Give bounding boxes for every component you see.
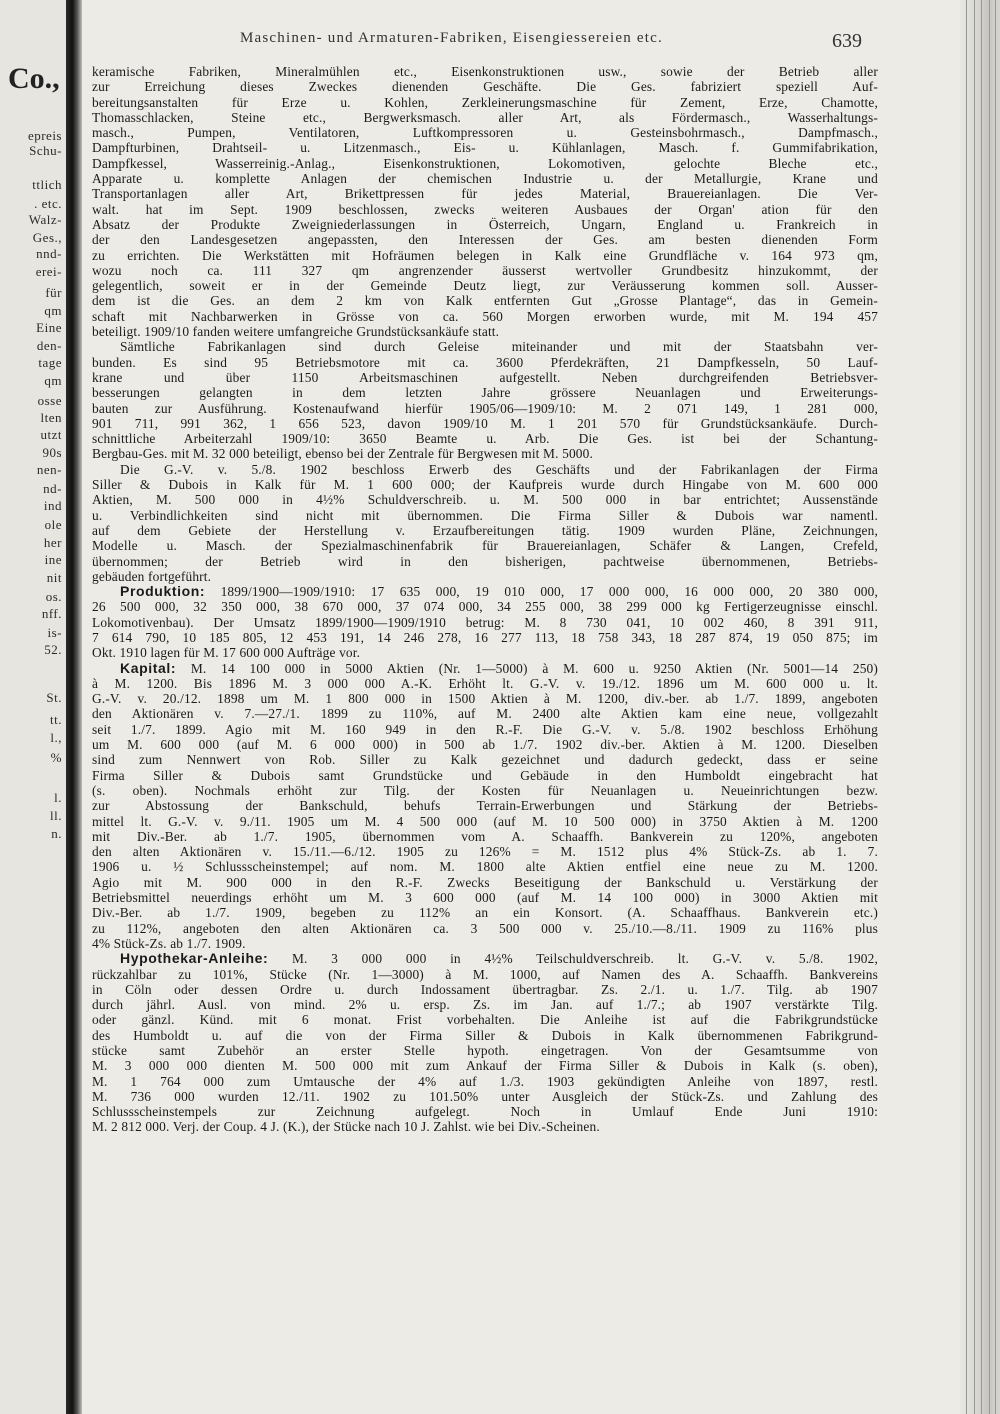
text-line: Siller & Dubois in Kalk für M. 1 600 000; der Kaufpreis wurde durch Hingabe von M. 600 000 (92, 477, 878, 493)
facing-page-fragment: osse (37, 393, 62, 408)
text-line: Aktien, M. 500 000 in 4½% Schuldverschreib. u. M. 500 000 in bar entrichtet; Aussenstände (92, 492, 878, 508)
facing-page-heading: Co., (8, 62, 60, 95)
facing-page-fragment: utzt (40, 427, 62, 442)
facing-page-fragment: % (50, 750, 62, 765)
text-line: gelegentlich, soweit er in der Gemeinde Deutz liegt, zur Veräusserung kommen soll. Ausser- (92, 278, 878, 294)
section-heading: Kapital: (120, 660, 177, 676)
facing-page-fragment: ole (44, 517, 62, 532)
text-line: rückzahlbar zu 101%, Stücke (Nr. 1—3000) à M. 1000, auf Namen des A. Schaaffh. Bankvereins (92, 966, 878, 982)
text-line: wozu noch ca. 111 327 qm angrenzender äusserst wertvoller Grundbesitz hinzukommt, der (92, 262, 878, 278)
facing-page-fragment: 90s (42, 445, 62, 460)
text-line: G.-V. v. 20./12. 1898 um M. 1 800 000 in 1500 Aktien à M. 1200, div.-ber. ab 1./7. 1899, angeboten (92, 691, 878, 707)
text-line: Sämtliche Fabrikanlagen sind durch Geleise miteinander und mit der Staatsbahn ver- (120, 339, 878, 355)
facing-page-fragment: lten (40, 410, 62, 425)
page-edge-stack (960, 0, 1000, 1414)
facing-page-fragment: nit (46, 570, 62, 585)
text-line: M. 2 812 000. Verj. der Coup. 4 J. (K.), der Stücke nach 10 J. Zahlst. wie bei Div.-Scheinen. (92, 1119, 600, 1135)
text-line: Transportanlagen aller Art, Brikettpressen für jedes Material, Brauereianlagen. Die Ver- (92, 186, 878, 202)
text-line: übernommen; der Betrieb wird in den bisherigen, pachtweise übernommenen, Betriebs- (92, 553, 878, 569)
text-line: schaft mit Nachbarwerken in Grösse von ca. 560 Morgen erworben wurde, mit M. 194 457 (92, 308, 878, 324)
text-line: M. 736 000 wurden 12./11. 1902 zu 101.50% unter Ausgleich der Stück-Zs. und Zahlung des (92, 1088, 878, 1104)
facing-page-fragment: nff. (41, 606, 62, 621)
section-text: M. 3 000 000 in 4½% Teilschuldverschreib. lt. G.-V. v. 5./8. 1902, (268, 951, 878, 967)
facing-page-fragment: für (45, 285, 62, 300)
section-text: M. 14 100 000 in 5000 Aktien (Nr. 1—5000) à M. 600 u. 9250 Aktien (Nr. 5001—14 250) (176, 660, 878, 676)
binding-gutter (66, 0, 82, 1414)
text-line: 7 614 790, 10 185 805, 12 453 191, 14 246 278, 16 277 113, 18 758 343, 18 287 874, 19 050 875; im (92, 629, 878, 645)
text-line: durch jährl. Ausl. von mind. 2% u. ersp. Zs. im Jan. auf 1./7.; ab 1907 verstärkte Tilg. (92, 997, 878, 1013)
text-line: Firma Siller & Dubois samt Grundstücke und Gebäude in den Humboldt eingebracht hat (92, 767, 878, 783)
text-line: gebäuden fortgeführt. (92, 568, 212, 584)
text-line: Agio mit M. 900 000 in den R.-F. Zwecks Beseitigung der Bankschuld u. Verstärkung der (92, 874, 878, 890)
text-line: den Aktionären v. 7.—27./1. 1899 zu 110%, auf M. 2400 alte Aktien kam eine neue, vollgezahlt (92, 706, 878, 722)
text-line: walt. hat im Sept. 1909 beschlossen, zwecks weiteren Ausbaues der Organ' ation für den (92, 201, 878, 217)
facing-page-fragment: nen- (36, 462, 62, 477)
section-kapital (92, 661, 878, 952)
text-line: des Humboldt u. auf die von der Firma Siller & Dubois in Kalk übernommenen Fabrikgrund- (92, 1027, 878, 1043)
paragraph (92, 64, 878, 339)
facing-page-fragment: l., (50, 730, 62, 745)
text-line: schnittliche Arbeiterzahl 1909/10: 3650 Beamte u. Arb. Die Ges. ist bei der Schantung- (92, 431, 878, 447)
text-line: Dampfturbinen, Drahtseil- u. Litzenmasch., Eis- u. Kühlanlagen, Masch. f. Gummifabrikation, (92, 140, 878, 156)
text-line: M. 3 000 000 dienten M. 500 000 mit zum Ankauf der Firma Siller & Dubois in Kalk (s. oben), (92, 1058, 878, 1074)
text-line: mit Div.-Ber. ab 1./7. 1905, übernommen vom A. Schaaffh. Bankverein zu 120%, angeboten (92, 828, 878, 844)
text-line: auf dem Gebiete der Herstellung v. Erzaufbereitungen tätig. 1909 wurden Pläne, Zeichnungen, (92, 522, 878, 538)
text-line: zur Erreichung dieses Zweckes dienenden Geschäfte. Die Ges. fabriziert speziell Auf- (92, 79, 878, 95)
text-line: krane und über 1150 Arbeitsmaschinen aufgestellt. Neben durchgreifenden Betriebsver- (92, 369, 878, 385)
text-line: 26 500 000, 32 350 000, 38 670 000, 37 074 000, 34 255 000, 38 299 000 kg Fertigerzeugnisse einschl. (92, 599, 878, 615)
text-line: Modelle u. Masch. der Spezialmaschinenfabrik für Brauereianlagen, Schäfer & Langen, Crefeld, (92, 538, 878, 554)
section-heading: Hypothekar-Anleihe: (120, 951, 269, 967)
facing-page-edge (0, 0, 66, 1414)
text-line: in Cöln oder dessen Ordre u. durch Indossament übertragbar. Zs. 2./1. u. 1./7. Tilg. ab 1907 (92, 981, 878, 997)
facing-page-fragment: os. (45, 589, 62, 604)
body-text (92, 64, 878, 1135)
text-line: 4% Stück-Zs. ab 1./7. 1909. (92, 935, 246, 951)
text-line: oder gänzl. Künd. mit 6 monat. Frist vorbehalten. Die Anleihe ist auf die Fabrikgrundstücke (92, 1012, 878, 1028)
text-line: (s. oben). Nochmals erhöht zur Tilg. der Kosten für Neuanlagen u. Neueinrichtungen bezw. (92, 782, 878, 798)
text-line: Okt. 1910 lagen für M. 17 600 000 Aufträge vor. (92, 645, 361, 661)
facing-page-fragment: her (43, 535, 62, 550)
text-line: Apparate u. komplette Anlagen der chemischen Industrie u. der Metallurgie, Krane und (92, 171, 878, 187)
facing-page-fragment: qm (44, 303, 62, 318)
facing-page-fragment: ine (44, 552, 62, 567)
facing-page-fragment: tage (38, 355, 62, 370)
text-line: bunden. Es sind 95 Betriebsmotore mit ca. 3600 Pferdekräften, 21 Dampfkesseln, 50 Lauf- (92, 354, 878, 370)
text-line: sind zum Nennwert von Rob. Siller zu Kalk gezeichnet und dadurch gedeckt, dass er seine (92, 752, 878, 768)
text-line: Lokomotivenbau). Der Umsatz 1899/1900—1909/1910 betrug: M. 8 730 041, 10 002 460, 8 391 911, (92, 614, 878, 630)
facing-page-fragment: Ges., (32, 230, 62, 245)
facing-page-fragment: nd- (43, 481, 62, 496)
text-line: um M. 600 000 (auf M. 6 000 000) in 500 ab 1./7. 1902 div.-ber. Aktien à M. 1200. Dieselben (92, 737, 878, 753)
facing-page-fragment: ttlich (32, 177, 62, 192)
text-line: Dampfkessel, Wasserreinig.-Anlag., Eisenkonstruktionen, Lokomotiven, gelochte Bleche etc., (92, 155, 878, 171)
facing-page-fragment: nnd- (36, 246, 62, 261)
text-line: Bergbau-Ges. mit M. 32 000 beteiligt, ebenso bei der Zentrale für Bergwesen mit M. 5000. (92, 446, 593, 462)
text-line: bauten zur Ausführung. Kostenaufwand hierfür 1905/06—1909/10: M. 2 071 149, 1 281 000, (92, 400, 878, 416)
paragraph (92, 462, 878, 584)
facing-page-fragment: n. (51, 826, 62, 841)
text-line: Div.-Ber. ab 1./7. 1909, begeben zu 112% an ein Konsort. (A. Schaaffhaus. Bankverein etc.) (92, 905, 878, 921)
facing-page-fragment: Eine (36, 320, 62, 335)
text-line: à M. 1200. Bis 1896 M. 3 000 000 A.-K. Erhöht lt. G.-V. v. 19./12. 1896 um M. 600 000 u. lt. (92, 675, 878, 691)
text-line: dem ist die Ges. an dem 2 km von Kalk entfernten Gut „Grosse Plantage“, das in Gemein- (92, 293, 878, 309)
text-line (92, 951, 878, 966)
text-line: seit 1./7. 1899. Agio mit M. 160 949 in den R.-F. Die G.-V. v. 5./8. 1902 beschloss Erhöhung (92, 721, 878, 737)
section-hypothekaranleihe (92, 951, 878, 1135)
text-line: 1906 u. ½ Schlussscheinstempel; auf nom. M. 1800 alte Aktien entfiel eine neue zu M. 1200. (92, 859, 878, 875)
facing-page-fragment: ll. (50, 808, 62, 823)
text-line: Die G.-V. v. 5./8. 1902 beschloss Erwerb des Geschäfts und der Fabrikanlagen der Firma (120, 461, 878, 477)
page-number: 639 (832, 30, 862, 52)
text-line: besserungen gelangten in dem letzten Jahre grössere Neuanlagen und Erweiterungs- (92, 385, 878, 401)
text-line: u. Verbindlichkeiten sind nicht mit übernommen. Die Firma Siller & Dubois war namentl. (92, 507, 878, 523)
text-line: masch., Pumpen, Ventilatoren, Luftkompressoren u. Gesteinsbohrmasch., Dampfmasch., (92, 125, 878, 141)
facing-page-fragment: is- (47, 625, 62, 640)
text-line: mittel lt. G.-V. v. 9./11. 1905 um M. 4 500 000 (auf M. 10 500 000) in 3750 Aktien à M. 1200 (92, 813, 878, 829)
text-line (92, 584, 878, 599)
facing-page-fragment: . etc. (34, 196, 62, 211)
text-line: Thomasschlacken, Steine etc., Bergwerksmasch. aller Art, als Fördermasch., Wasserhaltungs- (92, 109, 878, 125)
facing-page-fragment: tt. (50, 712, 62, 727)
text-line: den alten Aktionären v. 15./11.—6./12. 1905 zu 126% = M. 1512 plus 4% Stück-Zs. ab 1. 7. (92, 844, 878, 860)
facing-page-fragment: Schu- (29, 143, 62, 158)
facing-page-fragment: qm (44, 373, 62, 388)
facing-page-fragment: l. (54, 790, 62, 805)
text-line: 901 711, 991 362, 1 656 523, davon 1909/10 M. 1 201 570 für Grundstücksankäufe. Durch- (92, 415, 878, 431)
facing-page-fragment: erei- (35, 264, 62, 279)
running-header: Maschinen- und Armaturen-Fabriken, Eisengiessereien etc. (240, 30, 663, 46)
text-line: keramische Fabriken, Mineralmühlen etc., Eisenkonstruktionen usw., sowie der Betrieb aller (92, 64, 878, 79)
facing-page-fragment: St. (46, 690, 62, 705)
text-line: der den Landesgesetzen angepassten, den Interessen der Ges. am besten dienenden Form (92, 232, 878, 248)
paragraph (92, 339, 878, 461)
text-line: Betriebsmittel neuerdings erhöht um M. 3 600 000 (auf M. 14 100 000) in 3000 Aktien mit (92, 890, 878, 906)
section-produktion (92, 584, 878, 660)
facing-page-fragment: Walz- (28, 212, 62, 227)
text-line (92, 661, 878, 676)
text-line: zur Abstossung der Bankschuld, behufs Terrain-Erwerbungen und Stärkung der Betriebs- (92, 798, 878, 814)
facing-page-fragment: epreis (27, 128, 62, 143)
facing-page-fragment: 52. (44, 642, 62, 657)
text-line: zu 112%, angeboten den alten Aktionären ca. 3 500 000 v. 25./10.—8./11. 1909 zu 116% plus (92, 920, 878, 936)
text-line: Absatz der Produkte Zweigniederlassungen in Österreich, Ungarn, England u. Frankreich in (92, 216, 878, 232)
section-text: 1899/1900—1909/1910: 17 635 000, 19 010 000, 17 000 000, 16 000 000, 20 380 000, (205, 584, 878, 600)
text-line: Schlussscheinstempels zur Zeichnung aufgelegt. Noch in Umlauf Ende Juni 1910: (92, 1104, 878, 1120)
text-line: beteiligt. 1909/10 fanden weitere umfangreiche Grundstücksankäufe statt. (92, 324, 500, 340)
section-heading: Produktion: (120, 584, 206, 600)
facing-page-fragment: ind (43, 498, 62, 513)
text-line: stücke samt Zubehör an erster Stelle hypoth. eingetragen. Von der Gesamtsumme von (92, 1043, 878, 1058)
text-line: bereitungsanstalten für Erze u. Kohlen, Zerkleinerungsmaschine für Zement, Erze, Chamotte, (92, 94, 878, 110)
text-line: zu errichten. Die Werkstätten mit Hofräumen belegen in Kalk eine Grundfläche v. 164 973 qm, (92, 247, 878, 263)
text-line: M. 1 764 000 zum Umtausche der 4% auf 1./3. 1903 gekündigten Anleihe von 1897, restl. (92, 1073, 878, 1089)
facing-page-fragment: den- (36, 338, 62, 353)
